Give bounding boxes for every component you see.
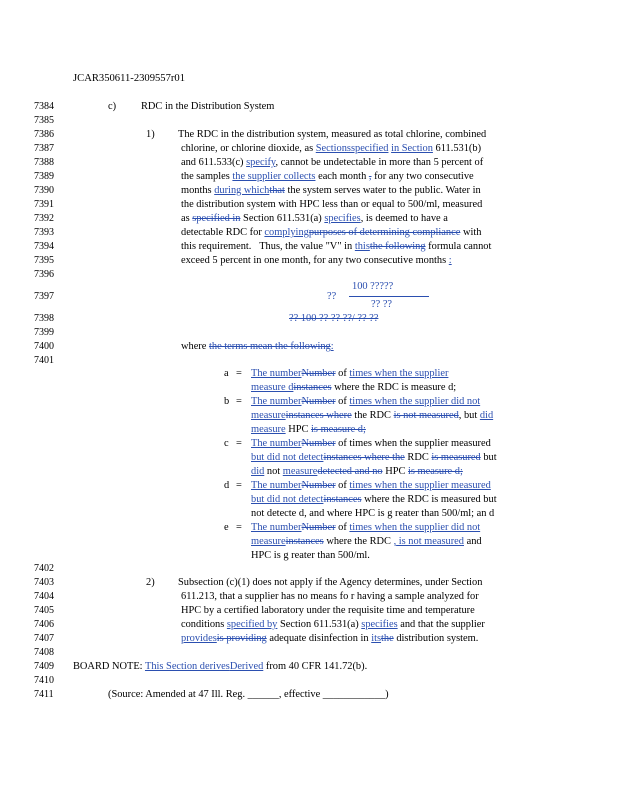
equals-sign: = (236, 396, 242, 407)
text-line: HPC by a certified laboratory under the requisite time and temperature (181, 605, 475, 616)
definition-text: measureinstances where the RDC is not measured, but did (251, 410, 494, 421)
line-number: 7395 (34, 255, 54, 266)
text-line: chlorine, or chlorine dioxide, as Sectionsspecified in Section 611.531(b) (181, 143, 482, 154)
line-number: 7391 (34, 199, 54, 210)
line-number: 7405 (34, 605, 54, 616)
line-number: 7388 (34, 157, 54, 168)
line-number: 7406 (34, 619, 54, 630)
line-number: 7402 (34, 563, 54, 574)
formula-numerator: 100 ????? (352, 281, 394, 292)
line-number: 7407 (34, 633, 54, 644)
definition-text: The numberNumber of times when the supplier (251, 368, 449, 379)
definition-text: HPC is g reater than 500/ml. (251, 550, 370, 561)
text-line: months during whichthat the system serves water to the public. Water in (181, 185, 481, 196)
line-number: 7409 (34, 661, 54, 672)
definition-text: measureinstances where the RDC , is not measured and (251, 536, 482, 547)
line-number: 7398 (34, 313, 54, 324)
line-number: 7392 (34, 213, 54, 224)
text-line: and 611.533(c) specify, cannot be undetectable in more than 5 percent of (181, 157, 484, 168)
line-number: 7411 (34, 689, 54, 700)
definition-variable: a (224, 368, 229, 379)
fraction-bar (349, 296, 429, 297)
definition-text: The numberNumber of times when the supplier measured (251, 438, 491, 449)
board-note: BOARD NOTE: This Section derivesDerived from 40 CFR 141.72(b). (73, 661, 368, 672)
line-number: 7389 (34, 171, 54, 182)
line-number: 7396 (34, 269, 54, 280)
text-line: the samples the supplier collects each month , for any two consecutive (181, 171, 474, 182)
line-number: 7390 (34, 185, 54, 196)
line-number: 7385 (34, 115, 54, 126)
definition-text: measure HPC is measure d; (251, 424, 366, 435)
definition-text: but did not detectinstances where the RDC is measured but (251, 494, 497, 505)
equals-sign: = (236, 438, 242, 449)
text-line: providesis providing adequate disinfection in itsthe distribution system. (181, 633, 479, 644)
text-line: this requirement. Thus, the value "V" in thisthe following formula cannot (181, 241, 492, 252)
definition-text: The numberNumber of times when the supplier did not (251, 522, 481, 533)
line-number: 7384 (34, 101, 54, 112)
where-line: where the terms mean the following: (181, 341, 334, 352)
formula-line: ?? 100 ?? ?? ??/ ?? ?? (289, 313, 379, 324)
equals-sign: = (236, 522, 242, 533)
line-number: 7397 (34, 291, 54, 302)
equals-sign: = (236, 368, 242, 379)
line-number: 7403 (34, 577, 54, 588)
line-number: 7393 (34, 227, 54, 238)
definition-text: The numberNumber of times when the supplier measured (251, 480, 491, 491)
definition-text: did not measuredetected and no HPC is measure d; (251, 466, 463, 477)
definition-variable: d (224, 480, 230, 491)
definition-text: but did not detectinstances where the RDC is measured but (251, 452, 497, 463)
definition-text: The numberNumber of times when the supplier did not (251, 396, 481, 407)
text-line: as specified in Section 611.531(a) specifies, is deemed to have a (181, 213, 448, 224)
section-label: c) (108, 101, 117, 112)
line-number: 7399 (34, 327, 54, 338)
line-number: 7387 (34, 143, 54, 154)
text-line: the distribution system with HPC less than or equal to 500/ml, measured (181, 199, 483, 210)
text-line: Subsection (c)(1) does not apply if the Agency determines, under Section (178, 577, 483, 588)
line-number: 7408 (34, 647, 54, 658)
formula-left: ?? (327, 291, 337, 302)
line-number: 7400 (34, 341, 54, 352)
text-line: detectable RDC for complyingpurposes of determining compliance with (181, 227, 482, 238)
text-line: exceed 5 percent in one month, for any two consecutive months : (181, 255, 452, 266)
definition-text: not detecte d, and where HPC is g reater than 500/ml; an d (251, 508, 495, 519)
section-title: RDC in the Distribution System (141, 101, 275, 112)
paragraph-number: 2) (146, 577, 155, 588)
line-number: 7410 (34, 675, 54, 686)
source-note: (Source: Amended at 47 Ill. Reg. ______, effective ____________) (108, 689, 389, 700)
line-number: 7386 (34, 129, 54, 140)
definition-variable: b (224, 396, 230, 407)
text-line: The RDC in the distribution system, measured as total chlorine, combined (178, 129, 487, 140)
text-line: 611.213, that a supplier has no means fo r having a sample analyzed for (181, 591, 479, 602)
document-id: JCAR350611-2309557r01 (73, 73, 186, 84)
paragraph-number: 1) (146, 129, 155, 140)
line-number: 7401 (34, 355, 54, 366)
text-line: conditions specified by Section 611.531(a) specifies and that the supplier (181, 619, 485, 630)
equals-sign: = (236, 480, 242, 491)
definition-text: measure dinstances where the RDC is measure d; (251, 382, 457, 393)
definition-variable: e (224, 522, 229, 533)
line-number: 7404 (34, 591, 54, 602)
line-number: 7394 (34, 241, 54, 252)
definition-variable: c (224, 438, 229, 449)
formula-denominator: ?? ?? (371, 299, 393, 310)
